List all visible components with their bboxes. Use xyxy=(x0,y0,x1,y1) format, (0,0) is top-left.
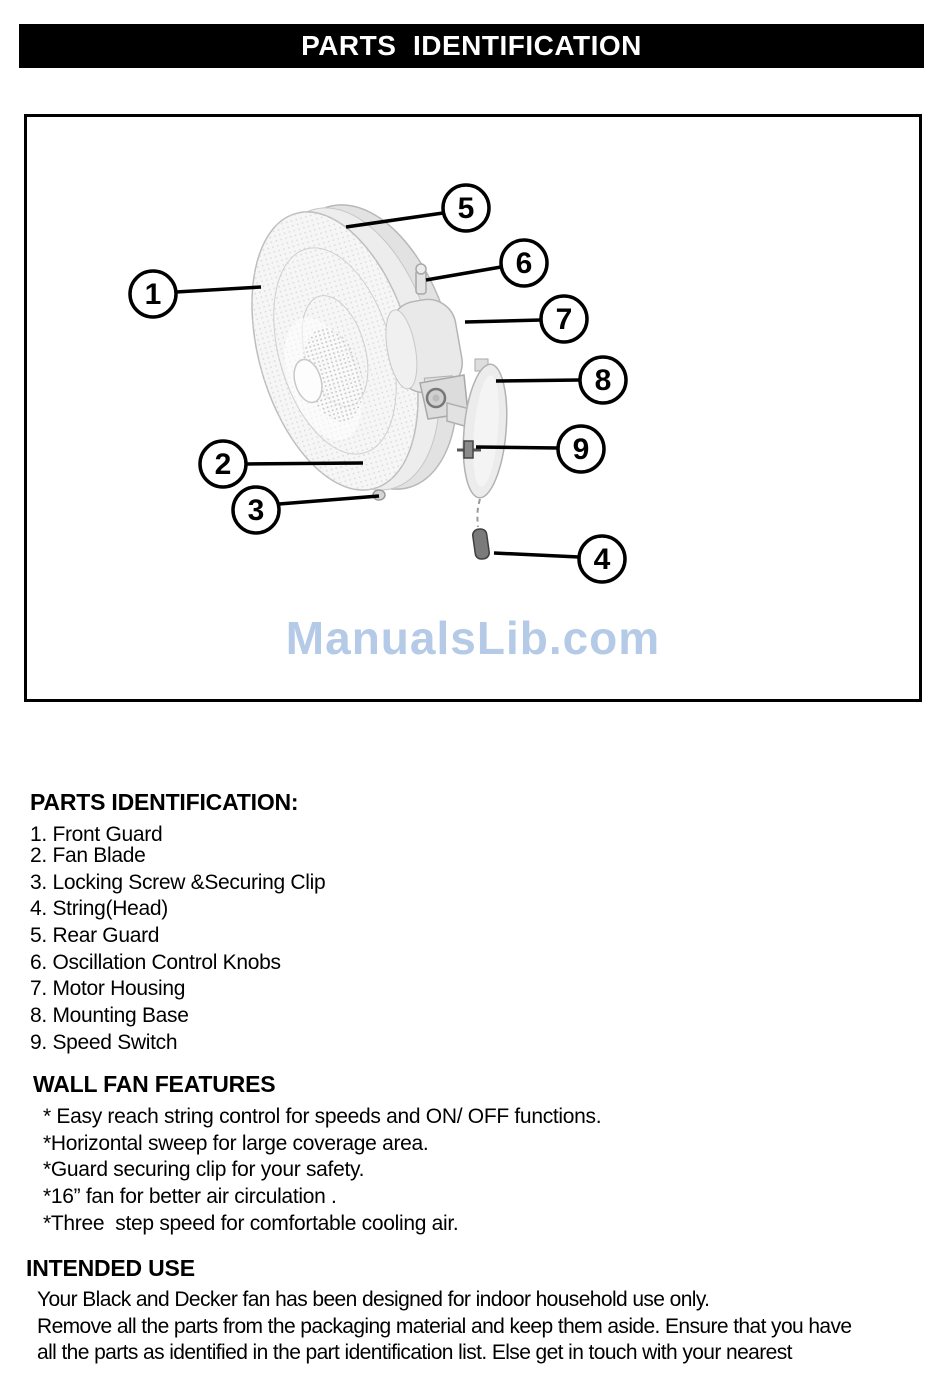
string-head-shape xyxy=(472,528,490,560)
oscillation-knob-shape xyxy=(416,264,426,294)
pivot-center xyxy=(433,395,440,402)
callout-5 xyxy=(346,185,489,231)
parts-list-item: 9. Speed Switch xyxy=(30,1030,178,1054)
feature-item: *Horizontal sweep for large coverage area. xyxy=(43,1131,429,1155)
parts-list xyxy=(30,823,325,1058)
feature-item: * Easy reach string control for speeds and ON/ OFF functions. xyxy=(43,1105,602,1128)
callout-4-label: 4 xyxy=(593,543,611,576)
callout-4 xyxy=(494,536,625,582)
parts-list-item: 4. String(Head) xyxy=(30,897,168,921)
feature-item: *Three step speed for comfortable cooling air. xyxy=(43,1211,459,1235)
parts-list-item: 5. Rear Guard xyxy=(30,924,160,948)
feature-item: *16” fan for better air circulation . xyxy=(43,1185,337,1209)
parts-list-item: 1. Front Guard xyxy=(30,823,163,846)
callout-7 xyxy=(465,296,587,342)
callout-8 xyxy=(496,357,626,403)
features-heading: WALL FAN FEATURES xyxy=(33,1071,276,1097)
wall-fan-features-section xyxy=(33,1071,601,1238)
callout-3 xyxy=(233,487,379,533)
intended-use-line: Remove all the parts from the packaging material and keep them aside. Ensure that you have xyxy=(37,1314,852,1338)
parts-list-item: 2. Fan Blade xyxy=(30,844,146,867)
parts-list-item: 8. Mounting Base xyxy=(30,1004,189,1028)
parts-list-item: 7. Motor Housing xyxy=(30,977,186,1001)
page-title: PARTS IDENTIFICATION xyxy=(301,30,642,61)
intended-use-line: Your Black and Decker fan has been designed for indoor household use only. xyxy=(37,1288,710,1311)
intended-use-heading: INTENDED USE xyxy=(26,1255,195,1281)
parts-list-item: 6. Oscillation Control Knobs xyxy=(30,950,281,974)
pull-string xyxy=(477,499,480,527)
parts-list-section xyxy=(30,789,325,1058)
intended-use-paragraph xyxy=(37,1288,852,1368)
callout-6 xyxy=(426,240,547,286)
callout-6-label: 6 xyxy=(515,247,533,280)
parts-diagram-box xyxy=(24,114,922,702)
callout-5-label: 5 xyxy=(457,192,475,225)
parts-list-heading: PARTS IDENTIFICATION: xyxy=(30,789,299,815)
intended-use-section xyxy=(26,1255,852,1368)
callout-7-label: 7 xyxy=(555,303,573,336)
callout-1 xyxy=(130,271,261,317)
callout-2-label: 2 xyxy=(214,448,232,481)
parts-list-item: 3. Locking Screw &Securing Clip xyxy=(30,870,326,894)
page-title-bar xyxy=(19,24,924,68)
callout-1-label: 1 xyxy=(144,278,162,311)
callout-9-label: 9 xyxy=(572,433,590,466)
callout-8-label: 8 xyxy=(594,364,612,397)
intended-use-line: all the parts as identified in the part identification list. Else get in touch with your nearest xyxy=(37,1341,792,1364)
callout-3-label: 3 xyxy=(247,494,265,527)
features-list xyxy=(43,1105,601,1238)
feature-item: *Guard securing clip for your safety. xyxy=(43,1158,365,1182)
manualslib-watermark: ManualsLib.com xyxy=(285,612,661,664)
